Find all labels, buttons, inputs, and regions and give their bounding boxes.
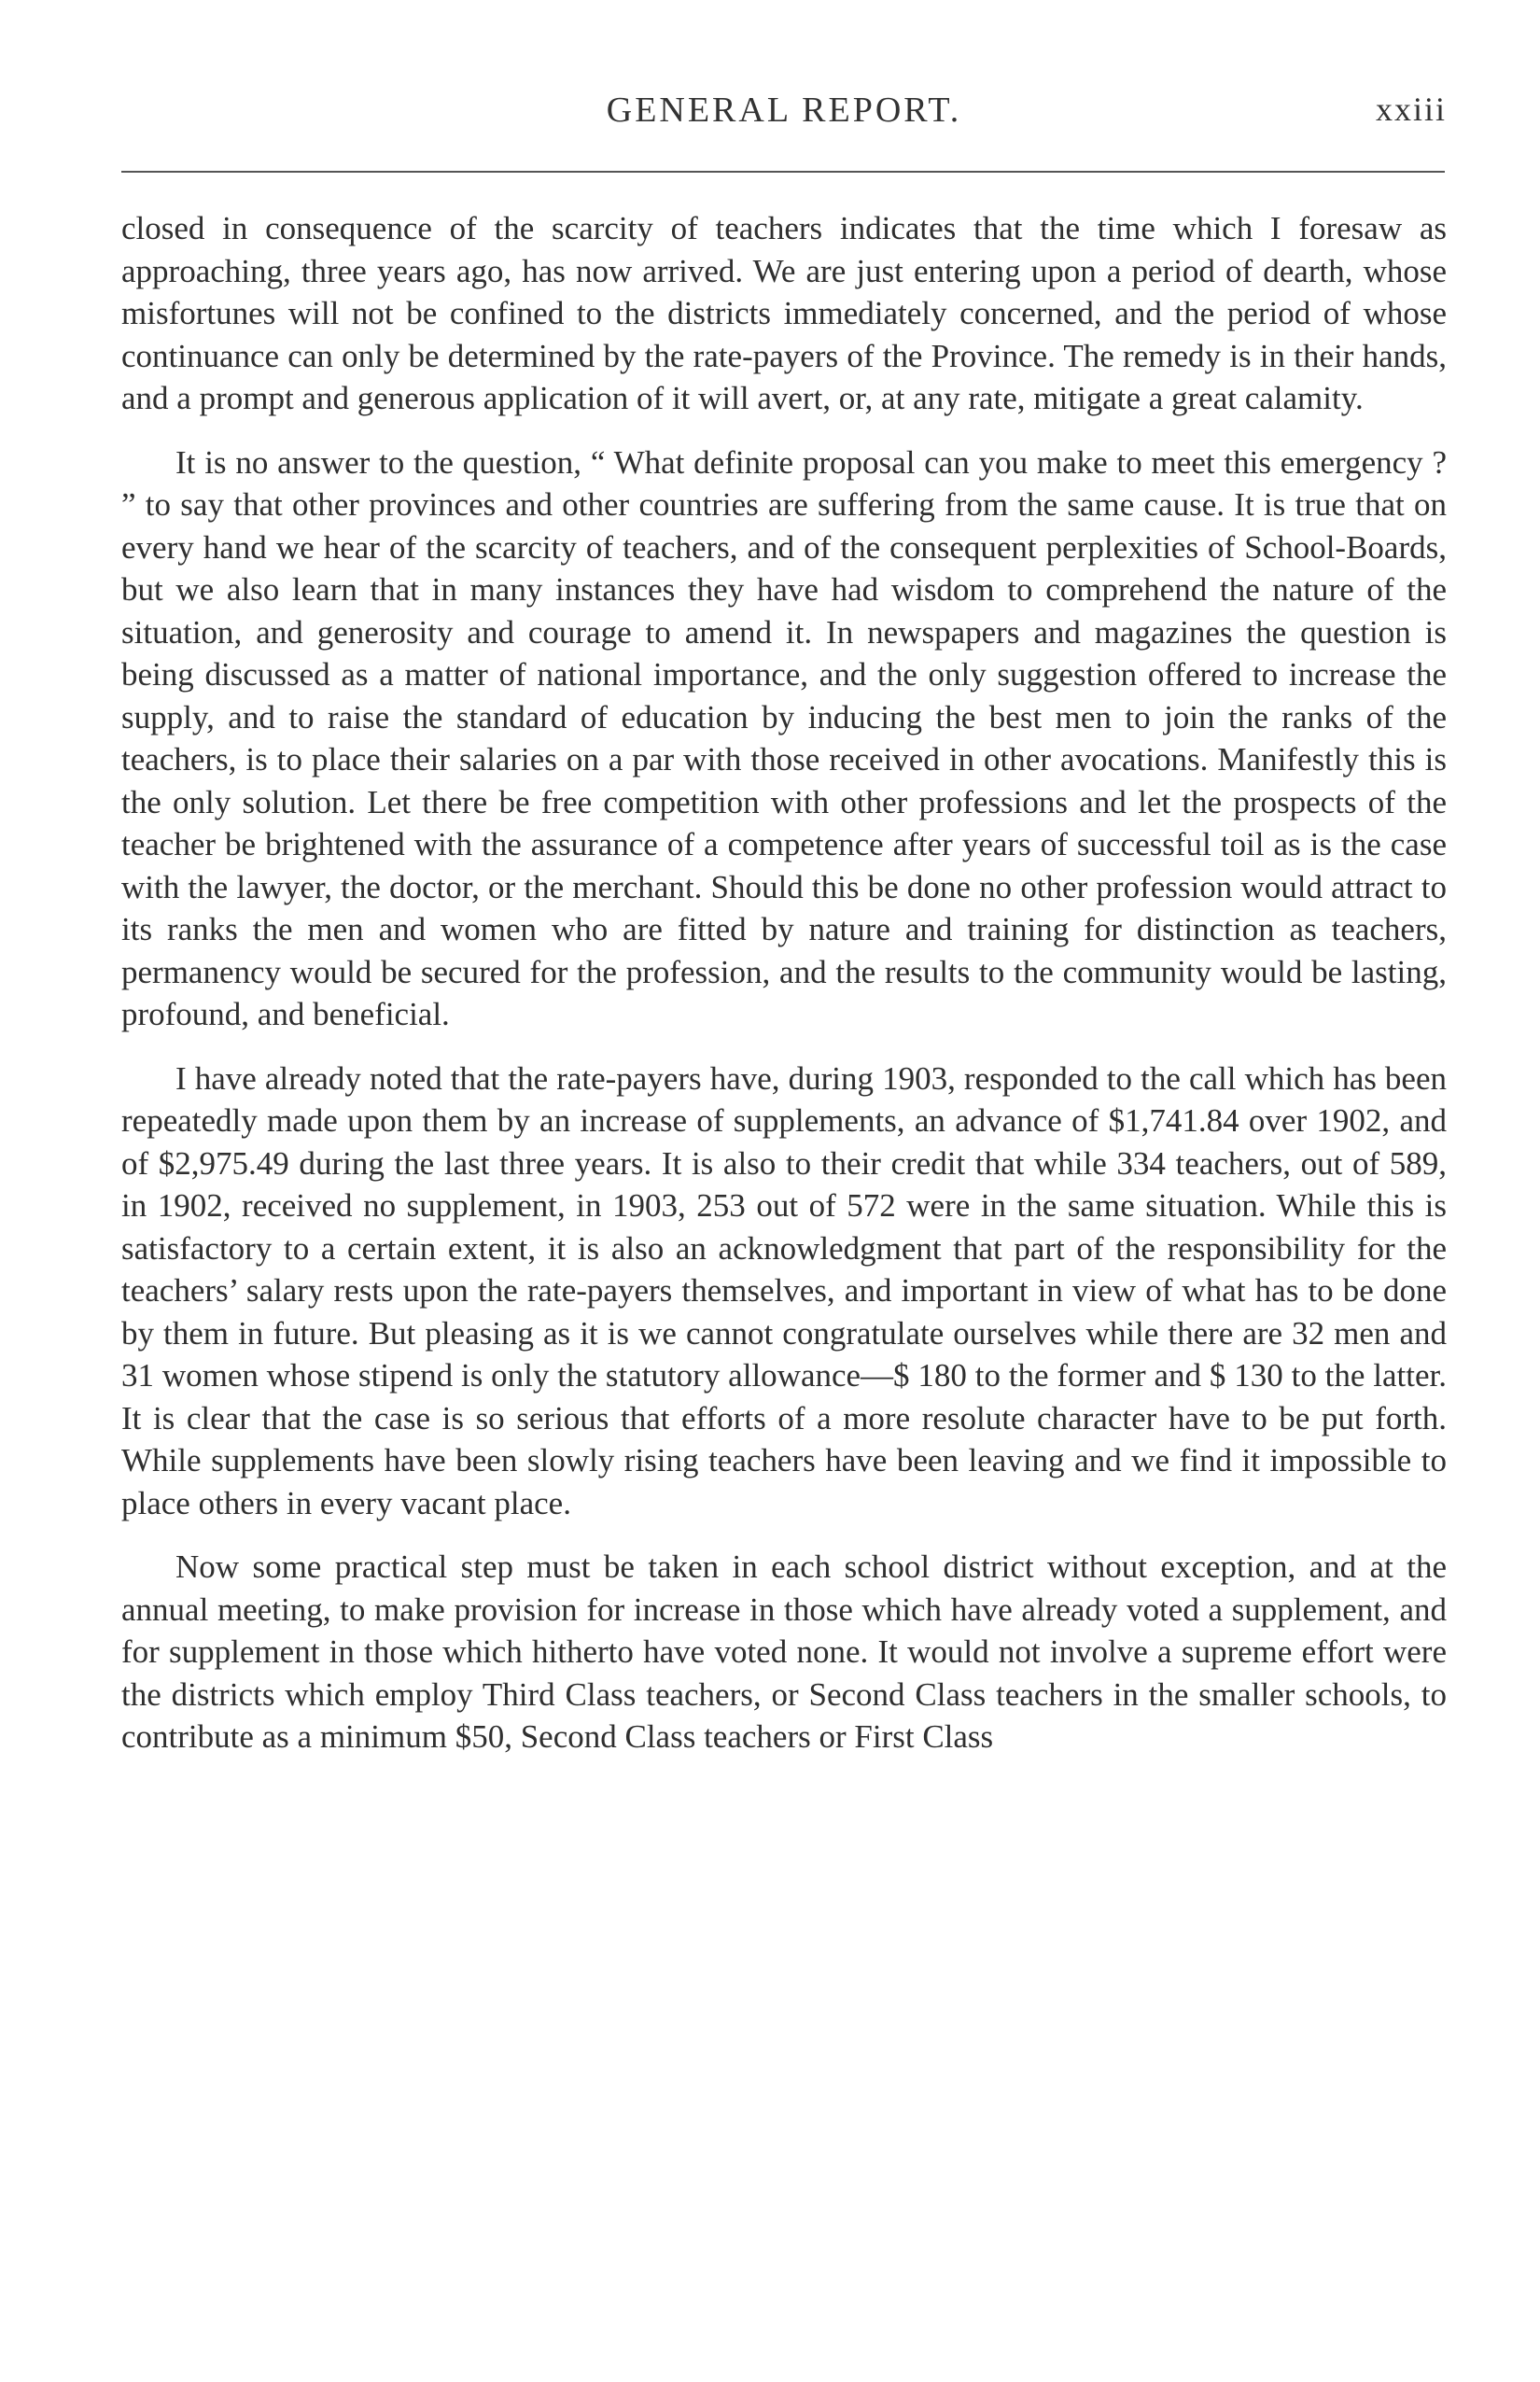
paragraph-4: Now some practical step must be taken in each school district without exception, and at the annual meeting, to make provision for increase in those which have already voted a supplement, and for supplement in those which hitherto have voted none. It would not involve a supreme effort were the districts which employ Third Class teachers, or Second Class teachers in the smaller schools, to contribute as a minimum $50, Second Class teachers or First Class <box>121 1548 1447 1755</box>
paragraph-1: closed in consequence of the scarcity of teachers indicates that the time which I foresaw as approaching, three years ago, has now arrived. We are just entering upon a period of dearth, whose misfortunes will not be confined to the districts immediately concerned, and the period of whose continuance can only be determined by the rate-payers of the Province. The remedy is in their hands, and a prompt and generous application of it will avert, or, at any rate, mitigate a great calamity. <box>121 210 1447 416</box>
paragraph-3: I have already noted that the rate-payers have, during 1903, responded to the call which has been repeatedly made upon them by an increase of supplements, an advance of $1,741.84 over 1902, and of $2,975.49 during the last three years. It is also to their credit that while 334 teachers, out of 589, in 1902, received no supplement, in 1903, 253 out of 572 were in the same situation. While this is satisfactory to a certain extent, it is also an acknowledgment that part of the responsibility for the teachers’ salary rests upon the rate-payers themselves, and important in view of what has to be done by them in future. But pleasing as it is we cannot congratulate ourselves while there are 32 men and 31 women whose stipend is only the statutory allowance—$ 180 to the former and $ 130 to the latter. It is clear that the case is so serious that efforts of a more resolute character have to be put forth. While supplements have been slowly rising teachers have been leaving and we find it impossible to place others in every vacant place. <box>121 1059 1447 1521</box>
body-text <box>121 207 1447 1780</box>
running-title: GENERAL REPORT. <box>606 91 962 130</box>
page-header <box>121 90 1447 146</box>
page-number: xxiii <box>1375 91 1447 128</box>
paragraph-2: It is no answer to the question, “ What definite proposal can you make to meet this emergency ? ” to say that other provinces and other countries are suffering from the same cause. It is true that on every hand we hear of the scarcity of teachers, and of the consequent perplexities of School-Boards, but we also learn that in many instances they have had wisdom to comprehend the nature of the situation, and generosity and courage to amend it. In newspapers and magazines the question is being discussed as a matter of national importance, and the only suggestion offered to increase the supply, and to raise the standard of education by inducing the best men to join the ranks of the teachers, is to place their salaries on a par with those received in other avocations. Manifestly this is the only solution. Let there be free competition with other professions and let the prospects of the teacher be brightened with the assurance of a competence after years of successful toil as is the case with the lawyer, the doctor, or the merchant. Should this be done no other profession would attract to its ranks the men and women who are fitted by nature and training for distinction as teachers, permanency would be secured for the profession, and the results to the community would be lasting, profound, and beneficial. <box>121 443 1447 1032</box>
header-rule <box>121 171 1445 173</box>
